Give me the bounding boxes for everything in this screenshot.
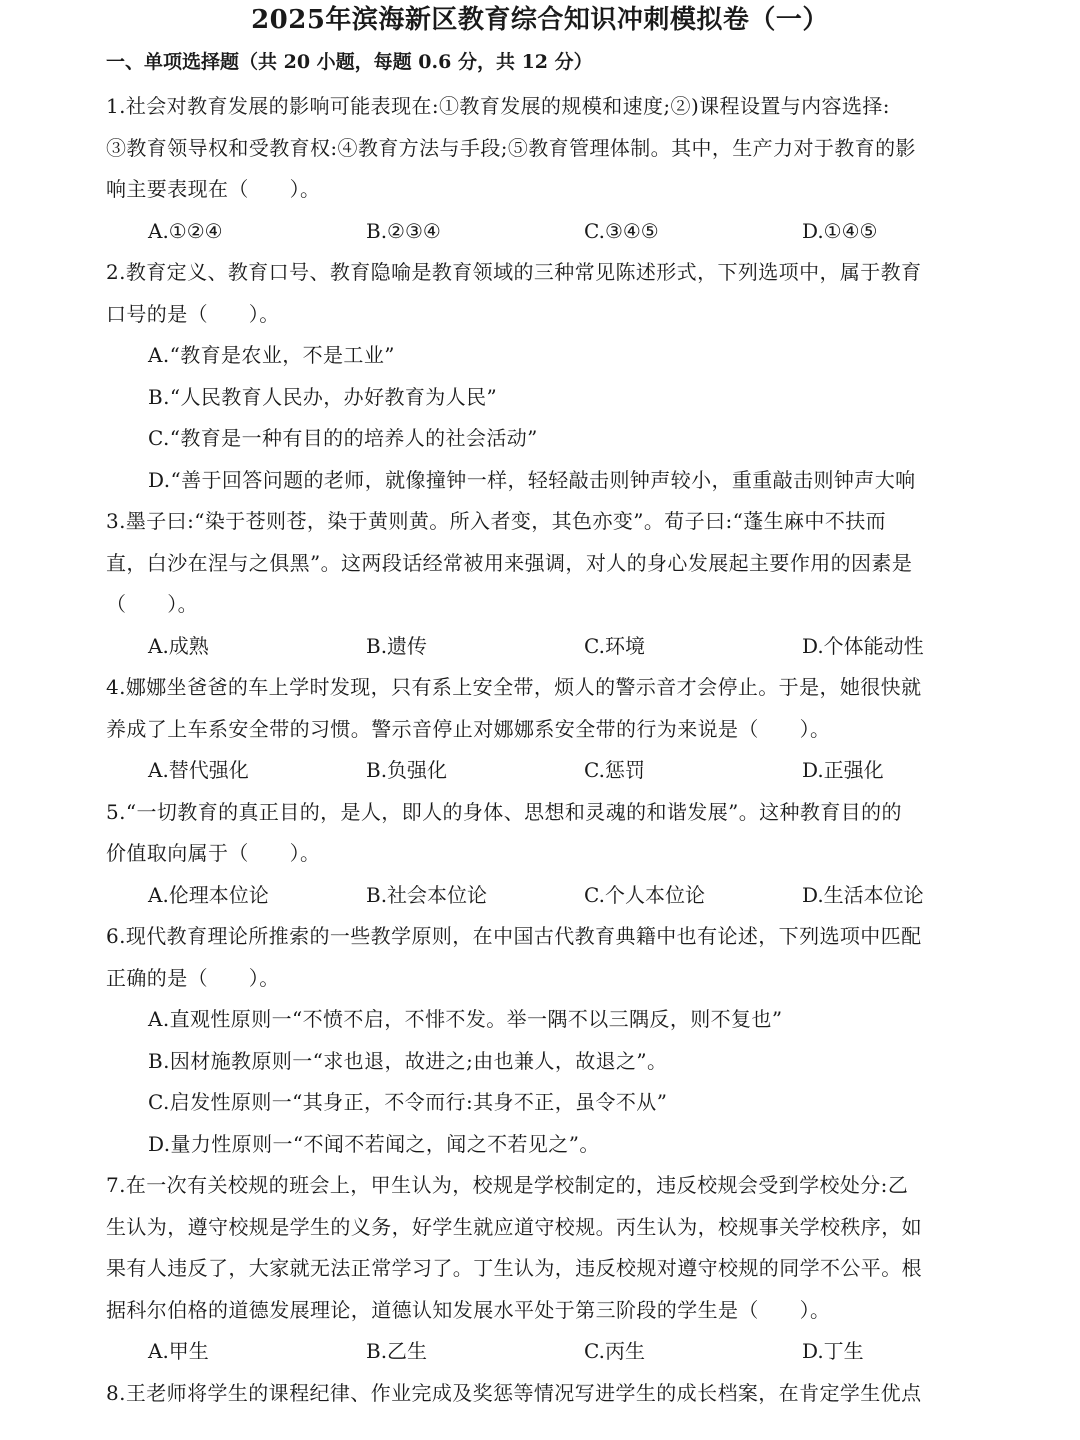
- option-a[interactable]: A.直观性原则一“不愤不启，不悱不发。举一隅不以三隅反，则不复也”: [148, 1007, 783, 1031]
- option-a[interactable]: A.伦理本位论: [148, 882, 269, 907]
- option-d[interactable]: D.量力性原则一“不闻不若闻之，闻之不若见之”。: [148, 1131, 600, 1156]
- option-b[interactable]: B.遗传: [366, 633, 428, 658]
- question-3-options: [148, 626, 986, 668]
- option-a[interactable]: A.甲生: [148, 1339, 209, 1363]
- option-d[interactable]: D.“善于回答问题的老师，就像撞钟一样，轻轻敲击则钟声较小，重重敲击则钟声大响: [148, 467, 916, 492]
- option-a[interactable]: A.①②④: [148, 218, 223, 243]
- option-b[interactable]: B.社会本位论: [366, 882, 488, 907]
- option-b[interactable]: B.因材施教原则一“求也退，故进之;由也兼人，故退之”。: [148, 1048, 668, 1073]
- question-7-options: [148, 1331, 986, 1373]
- option-b[interactable]: B.负强化: [366, 758, 448, 782]
- question-7-line: 果有人违反了，大家就无法正常学习了。丁生认为，违反校规对遵守校规的同学不公平。根: [106, 1256, 922, 1280]
- question-5-line: 5.“一切教育的真正目的，是人，即人的身体、思想和灵魂的和谐发展”。这种教育目的的: [106, 799, 902, 824]
- option-d[interactable]: D.生活本位论: [802, 882, 924, 907]
- question-4-options: [148, 750, 986, 792]
- option-c[interactable]: C.启发性原则一“其身正，不令而行:其身不正，虽令不从”: [148, 1090, 668, 1114]
- question-1-line: 1.社会对教育发展的影响可能表现在:①教育发展的规模和速度;②)课程设置与内容选择:: [106, 94, 890, 118]
- option-c[interactable]: C.“教育是一种有目的的培养人的社会活动”: [148, 426, 538, 450]
- option-d[interactable]: D.丁生: [802, 1339, 864, 1363]
- question-1-options: [148, 211, 986, 253]
- option-a[interactable]: A.成熟: [148, 633, 209, 658]
- question-2-line: 2.教育定义、教育口号、教育隐喻是教育领域的三种常见陈述形式，下列选项中，属于教育: [106, 260, 922, 284]
- option-c[interactable]: C.惩罚: [584, 758, 645, 782]
- option-a[interactable]: A.替代强化: [148, 758, 249, 782]
- question-1-line: 响主要表现在（ ）。: [106, 177, 321, 201]
- question-7-line: 生认为，遵守校规是学生的义务，好学生就应道守校规。丙生认为，校规事关学校秩序，如: [106, 1214, 922, 1239]
- option-b[interactable]: B.乙生: [366, 1339, 428, 1363]
- question-8-line: 8.王老师将学生的课程纪律、作业完成及奖惩等情况写进学生的成长档案，在肯定学生优点: [106, 1380, 922, 1405]
- page-title: 2025年滨海新区教育综合知识冲刺模拟卷（一）: [251, 5, 829, 35]
- option-a[interactable]: A.“教育是农业，不是工业”: [148, 343, 395, 367]
- question-3-line: 直，白沙在涅与之俱黑”。这两段话经常被用来强调，对人的身心发展起主要作用的因素是: [106, 550, 913, 575]
- option-c[interactable]: C.环境: [584, 633, 645, 658]
- option-d[interactable]: D.①④⑤: [802, 218, 878, 243]
- question-3-line: （ ）。: [106, 592, 198, 616]
- option-d[interactable]: D.正强化: [802, 758, 884, 782]
- question-6-line: 正确的是（ ）。: [106, 965, 280, 990]
- option-b[interactable]: B.“人民教育人民办，办好教育为人民”: [148, 384, 498, 409]
- question-7-line: 据科尔伯格的道德发展理论，道德认知发展水平处于第三阶段的学生是（ ）。: [106, 1297, 831, 1322]
- question-2-line: 口号的是（ ）。: [106, 301, 280, 326]
- question-5-line: 价值取向属于（ ）。: [106, 841, 321, 865]
- question-7-line: 7.在一次有关校规的班会上，甲生认为，校规是学校制定的，违反校规会受到学校处分:乙: [106, 1173, 909, 1197]
- option-c[interactable]: C.丙生: [584, 1339, 645, 1363]
- section-heading: 一、单项选择题（共 20 小题，每题 0.6 分，共 12 分）: [106, 51, 593, 73]
- question-6-line: 6.现代教育理论所推索的一些教学原则，在中国古代教育典籍中也有论述，下列选项中匹配: [106, 924, 922, 948]
- option-c[interactable]: C.③④⑤: [584, 218, 659, 243]
- question-4-line: 养成了上车系安全带的习惯。警示音停止对娜娜系安全带的行为来说是（ ）。: [106, 716, 831, 741]
- question-3-line: 3.墨子曰:“染于苍则苍，染于黄则黄。所入者变，其色亦变”。荀子曰:“蓬生麻中不扶而: [106, 509, 887, 533]
- question-1-line: ③教育领导权和受教育权:④教育方法与手段;⑤教育管理体制。其中，生产力对于教育的影: [106, 135, 916, 160]
- option-b[interactable]: B.②③④: [366, 218, 441, 243]
- question-5-options: [148, 875, 986, 917]
- option-d[interactable]: D.个体能动性: [802, 633, 924, 658]
- option-c[interactable]: C.个人本位论: [584, 882, 705, 907]
- question-4-line: 4.娜娜坐爸爸的车上学时发现，只有系上安全带，烦人的警示音才会停止。于是，她很快就: [106, 675, 922, 699]
